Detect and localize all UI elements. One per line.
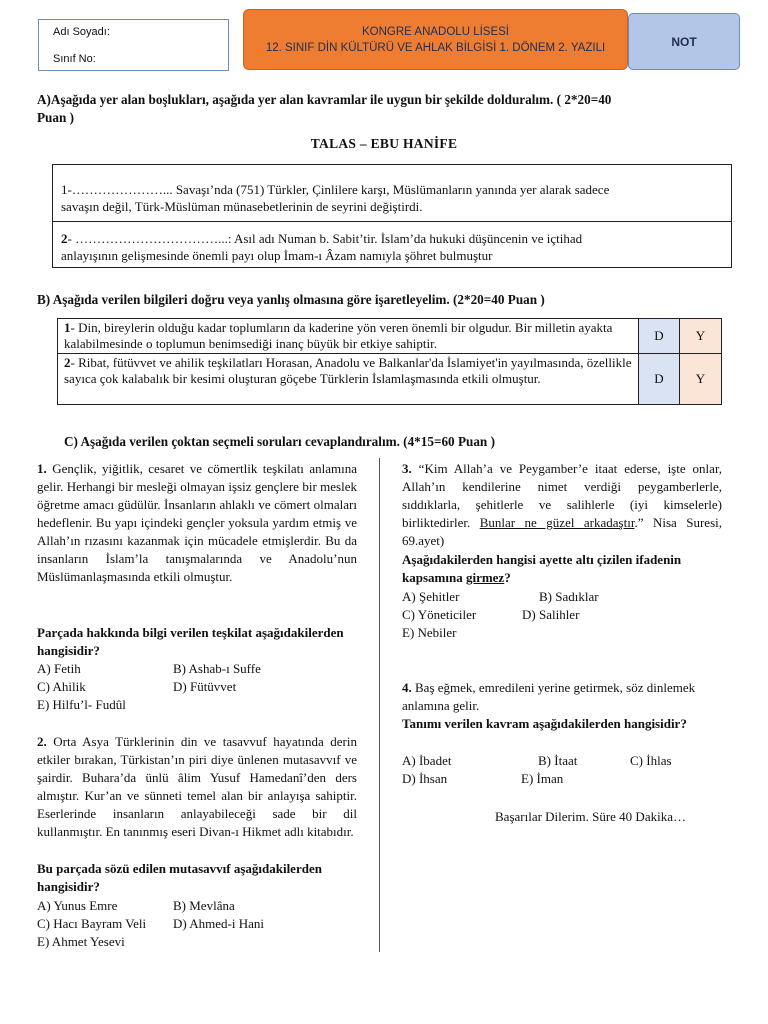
q2-option-c[interactable]: C) Hacı Bayram Veli [37,916,147,931]
student-info-box [38,19,229,71]
exam-title: 12. SINIF DİN KÜLTÜRÜ VE AHLAK BİLGİSİ 1. DÖNEM 2. YAZILI [265,42,606,54]
q3-option-e[interactable]: E) Nebiler [402,625,457,640]
statement-1-text: - Din, bireylerin olduğu kadar toplumların da kaderine yön veren önemli bir olgudur. Bir milletin ayakta kalabilmesinde o toplumun benimsediği inanç büyük bir etkiye sahiptir. [64,320,613,351]
question-2-number: 2. [37,734,47,749]
question-4-text: Baş eğmek, emredileni yerine getirmek, söz dinlemek anlamına gelir. [402,680,696,713]
q4-option-b[interactable]: B) İtaat [538,753,578,768]
q2-option-e[interactable]: E) Ahmet Yesevi [37,934,125,949]
question-1 [37,460,357,586]
q1-option-e[interactable]: E) Hilfu’l- Fudûl [37,697,126,712]
q3-option-b[interactable]: B) Sadıklar [539,589,599,604]
fill-question-2-line1: - ……………………………...: Asıl adı Numan b. Sabit’tir. İslam’da hukuki düşüncenin ve içtihad [67,231,583,246]
question-3-number: 3. [402,461,412,476]
question-1-options [37,660,357,720]
grade-box: NOT [628,13,740,70]
section-a-heading-line2: Puan ) [37,110,75,125]
fill-question-1 [53,181,731,215]
question-3-negation: girmez [465,570,505,585]
false-option-1[interactable]: Y [680,319,722,354]
question-4-options [402,752,722,792]
false-option-2[interactable]: Y [680,354,722,405]
terms-to-use: TALAS – EBU HANİFE [310,136,458,151]
question-3-prompt-text: Aşağıdakilerden hangisi ayette altı çizilen ifadenin kapsamına [402,552,682,585]
q3-option-d[interactable]: D) Salihler [522,607,580,622]
section-c-heading: C) Aşağıda verilen çoktan seçmeli soruları cevaplandıralım. (4*15=60 Puan ) [64,434,495,449]
q1-option-b[interactable]: B) Ashab-ı Suffe [173,661,261,676]
question-3-source: .” Nisa Suresi, 69.ayet) [402,515,722,548]
statement-1 [58,319,639,354]
question-2-text: Orta Asya Türklerinin din ve tasavvuf hayatında derin etkiler bırakan, Türkistan’ın piri diye ünlenen mutasavvıf ve şairdir. Buhara’da ünlü âlim Yusuf Hamedanî’den ders almıştır. Kur’an ve sünneti temel alan bir anlayışa sahiptir. Eserlerinde insanların anlayabileceği sade bir dil kullanmıştır. En tanınmış eseri Divan-ı Hikmet adlı kitabıdır. [37,734,357,839]
q1-option-d[interactable]: D) Fütüvvet [173,679,237,694]
question-3 [402,460,722,550]
exam-title-banner [243,9,628,70]
statement-2 [58,354,639,405]
q3-option-a[interactable]: A) Şehitler [402,589,460,604]
fill-question-2-line2: anlayışının gelişmesinde önemli payı olup İmam-ı Âzam namıyla şöhret bulmuştur [61,248,493,263]
fill-question-1-line2: savaşın değil, Türk-Müslüman münasebetlerinin de seyrini değiştirdi. [61,199,423,214]
table-row [58,319,722,354]
section-b-heading: B) Aşağıda verilen bilgileri doğru veya yanlış olmasına göre işaretleyelim. (2*20=40 Puan ) [37,292,545,307]
table-row [58,354,722,405]
statement-1-number: 1 [64,320,71,335]
q1-option-c[interactable]: C) Ahilik [37,679,86,694]
true-option-2[interactable]: D [639,354,680,405]
question-4 [402,679,722,715]
statement-2-text: - Ribat, fütüvvet ve ahilik teşkilatları Horasan, Anadolu ve Balkanlar'da İslamiyet'in yayılmasında, özellikle sayıca çok kalabalık bir kesimi oluşturan göçebe Türklerin İslamlaşmasında etkili olmuştur. [64,355,632,386]
question-3-prompt [402,551,722,587]
question-1-text: Gençlik, yiğitlik, cesaret ve cömertlik teşkilatı anlamına gelir. Herhangi bir mesleği olmayan işsiz gençlere bir meslek öğretme amacı güdülür. İnsanların ahlaklı ve cömert olmaları hedeflenir. Bu yapı içindeki gençler yoksula yardım etmiş ve Allah’ın rızasını kazanmak için mücadele etmişlerdir. Bu da insanların İslam’la tanışmalarında ve Anadolu’nun Müslümanlaşmasında etkili olmuştur. [37,461,357,584]
question-2-options [37,897,357,957]
closing-note: Başarılar Dilerim. Süre 40 Dakika… [495,809,686,824]
fill-box-divider [53,221,731,222]
true-option-1[interactable]: D [639,319,680,354]
q4-option-a[interactable]: A) İbadet [402,753,452,768]
q2-option-d[interactable]: D) Ahmed-i Hani [173,916,264,931]
question-2-prompt: Bu parçada sözü edilen mutasavvıf aşağıdakilerden hangisidir? [37,861,322,894]
question-3-text: “Kim Allah’a ve Peygamber’e itaat ederse, işte onlar, Allah’ın kendilerine nimet verdiği peygamberlerle, sıddıklarla, şehitlerle ve salihlerle (iyi kimselerle) birliktedirler. [402,461,722,530]
question-3-options [402,588,722,648]
question-2 [37,733,357,841]
fill-question-2 [53,230,731,264]
q2-option-b[interactable]: B) Mevlâna [173,898,235,913]
question-3-prompt-end: ? [504,570,511,585]
q4-option-c[interactable]: C) İhlas [630,753,672,768]
fill-question-2-number: 2 [61,231,68,246]
question-1-prompt: Parçada hakkında bilgi verilen teşkilat aşağıdakilerden hangisidir? [37,625,344,658]
q1-option-a[interactable]: A) Fetih [37,661,81,676]
true-false-table [57,318,722,405]
q4-option-d[interactable]: D) İhsan [402,771,448,786]
section-a-heading-line1: A)Aşağıda yer alan boşlukları, aşağıda yer alan kavramlar ile uygun bir şekilde dolduralım. ( 2*20=40 [37,92,612,107]
question-4-prompt: Tanımı verilen kavram aşağıdakilerden hangisidir? [402,716,687,731]
section-a-heading [37,91,737,127]
class-number-label: Sınıf No: [53,53,96,65]
school-name: KONGRE ANADOLU LİSESİ [362,26,509,38]
fill-question-1-line1: 1-…………………... Savaşı’nda (751) Türkler, Çinlilere karşı, Müslümanların yanında yer alarak sadece [61,182,610,197]
column-divider [379,458,380,952]
fill-in-box [52,164,732,268]
question-3-underlined-phrase: Bunlar ne güzel arkadaştır [479,515,635,530]
statement-2-number: 2 [64,355,71,370]
question-1-number: 1. [37,461,47,476]
q3-option-c[interactable]: C) Yöneticiler [402,607,477,622]
q4-option-e[interactable]: E) İman [521,771,564,786]
name-label: Adı Soyadı: [53,26,110,38]
question-4-number: 4. [402,680,412,695]
q2-option-a[interactable]: A) Yunus Emre [37,898,118,913]
